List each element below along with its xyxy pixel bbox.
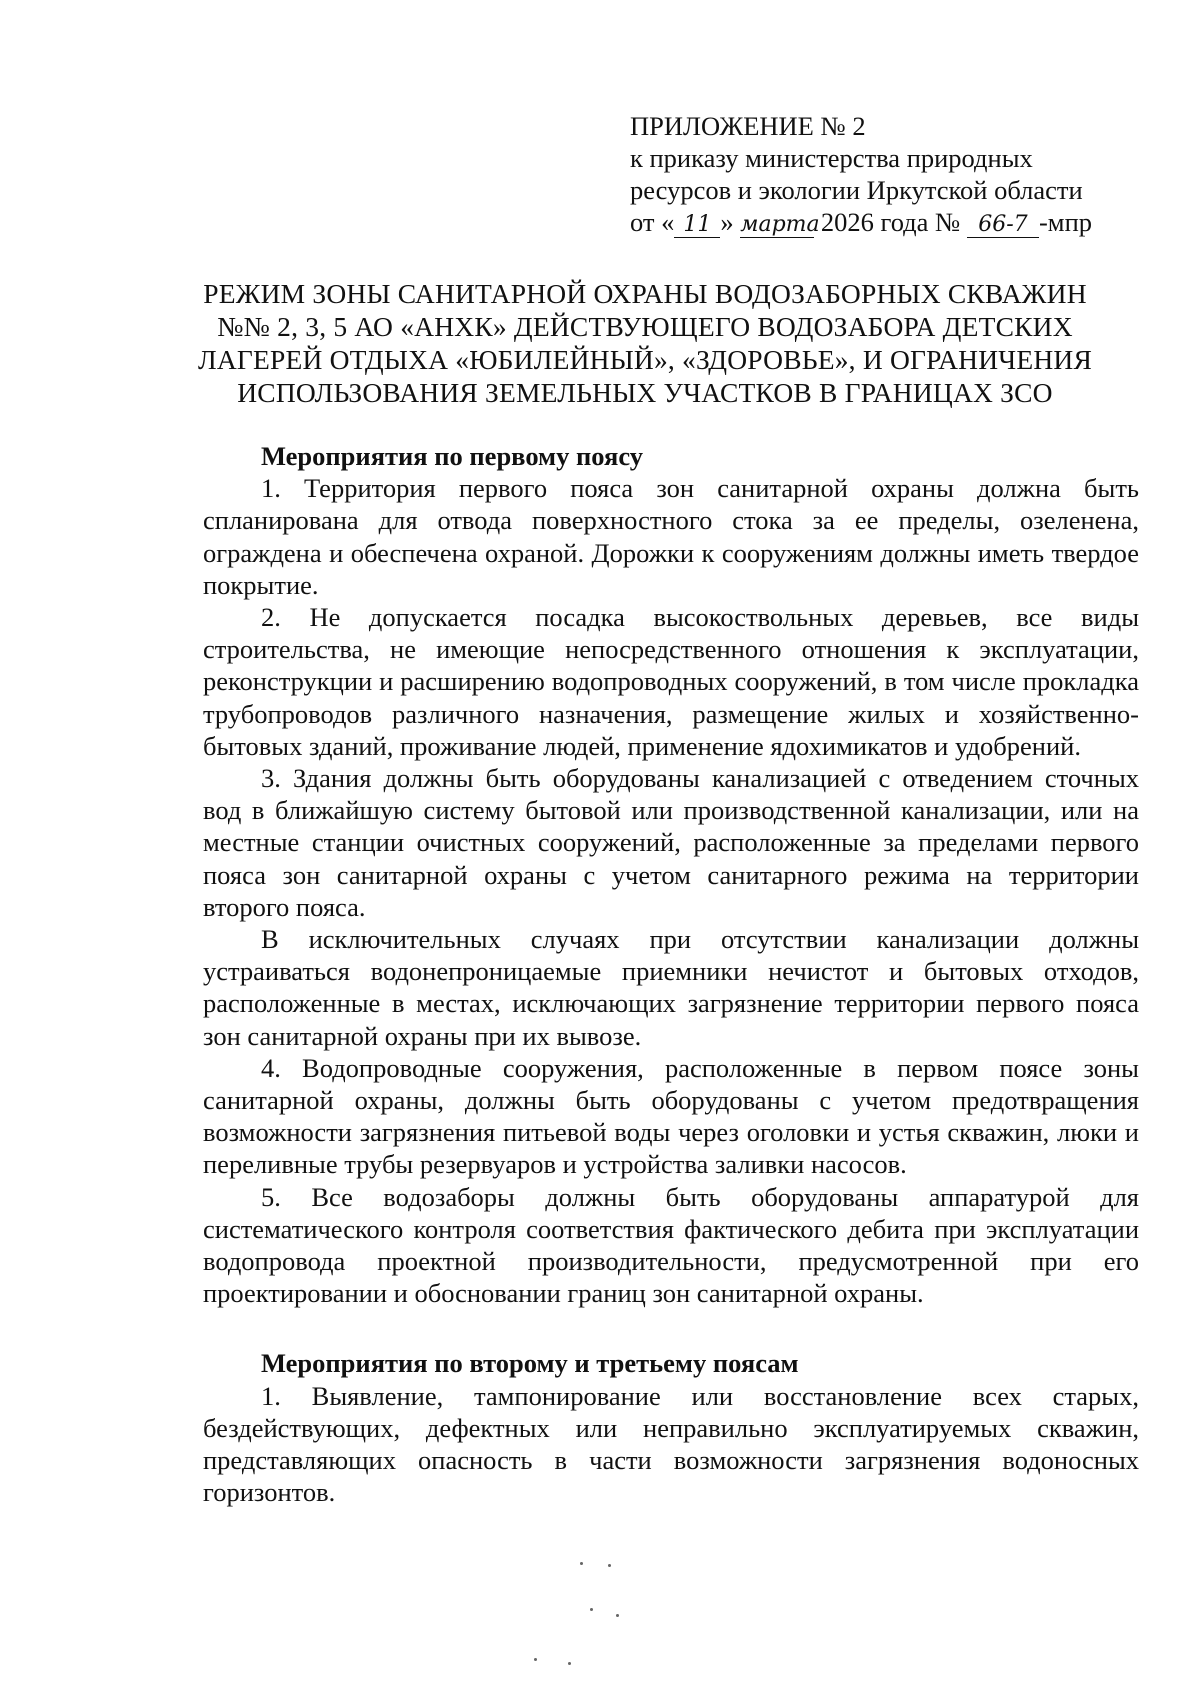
section-spacer (203, 1309, 1139, 1347)
document-body (203, 440, 1139, 1509)
scan-speck (608, 1564, 611, 1567)
title-line-1: РЕЖИМ ЗОНЫ САНИТАРНОЙ ОХРАНЫ ВОДОЗАБОРНЫХ СКВАЖИН (203, 278, 1087, 309)
order-number-suffix: -мпр (1038, 207, 1092, 237)
appendix-title: ПРИЛОЖЕНИЕ № 2 (630, 111, 866, 141)
handwritten-month: марта (740, 212, 820, 237)
paragraph-1-3-exception: В исключительных случаях при отсутствии канализации должны устраиваться водонепроницаемые приемники нечистот и бытовых отходов, расположенные в местах, исключающих загрязнение территории первого пояса зон санитарной охраны при их вывозе. (203, 924, 1139, 1051)
scan-speck (534, 1658, 537, 1661)
title-line-2: №№ 2, 3, 5 АО «АНХК» ДЕЙСТВУЮЩЕГО ВОДОЗАБОРА ДЕТСКИХ (217, 311, 1073, 342)
date-prefix: от « (630, 207, 675, 237)
scan-speck (590, 1608, 593, 1611)
paragraph-1-3: 3. Здания должны быть оборудованы канализацией с отведением сточных вод в ближайшую систему бытовой или производственной канализации, или на местные станции очистных сооружений, расположенные за пределами первого пояса зон санитарной охраны с учетом санитарного режима на территории второго пояса. (203, 763, 1139, 922)
title-line-4: ИСПОЛЬЗОВАНИЯ ЗЕМЕЛЬНЫХ УЧАСТКОВ В ГРАНИЦАХ ЗСО (237, 377, 1053, 408)
appendix-order-line-1: к приказу министерства природных (630, 143, 1033, 173)
paragraph-1-1: 1. Территория первого пояса зон санитарной охраны должна быть спланирована для отвода поверхностного стока за ее пределы, озеленена, ограждена и обеспечена охраной. Дорожки к сооружениям должны иметь твердое покрытие. (203, 473, 1139, 600)
date-year-text: 2026 года № (820, 207, 961, 237)
document-title (150, 277, 1140, 409)
section-heading-first-belt: Мероприятия по первому поясу (261, 441, 643, 471)
scan-specks (520, 1560, 640, 1690)
scan-speck (580, 1562, 583, 1565)
handwritten-order-number: 66-7 (967, 213, 1039, 238)
scan-speck (568, 1662, 571, 1665)
appendix-header (630, 110, 1150, 238)
paragraph-1-2: 2. Не допускается посадка высокоствольных деревьев, все виды строительства, не имеющие непосредственного отношения к эксплуатации, реконструкции и расширению водопроводных сооружений, в том числе прокладка трубопроводов различного назначения, размещение жилых и хозяйственно-бытовых зданий, проживание людей, применение ядохимикатов и удобрений. (203, 602, 1139, 761)
paragraph-1-5: 5. Все водозаборы должны быть оборудованы аппаратурой для систематического контроля соответствия фактического дебита при эксплуатации водопровода проектной производительности, предусмотренной при его проектировании и обосновании границ зон санитарной охраны. (203, 1181, 1139, 1309)
section-heading-second-third-belts: Мероприятия по второму и третьему поясам (261, 1348, 799, 1379)
appendix-date-line (630, 206, 1150, 238)
scan-speck (616, 1614, 619, 1617)
title-line-3: ЛАГЕРЕЙ ОТДЫХА «ЮБИЛЕЙНЫЙ», «ЗДОРОВЬЕ», И ОГРАНИЧЕНИЯ (197, 344, 1093, 375)
date-quote-close: » (720, 207, 734, 237)
handwritten-day: 11 (674, 213, 720, 238)
paragraph-1-4: 4. Водопроводные сооружения, расположенные в первом поясе зоны санитарной охраны, должны быть оборудованы с учетом предотвращения возможности загрязнения питьевой воды через оголовки и устья скважин, люки и переливные трубы резервуаров и устройства заливки насосов. (203, 1052, 1139, 1180)
appendix-order-line-2: ресурсов и экологии Иркутской области (630, 175, 1083, 205)
paragraph-2-1: 1. Выявление, тампонирование или восстановление всех старых, бездействующих, дефектных или неправильно эксплуатируемых скважин, представляющих опасность в части возможности загрязнения водоносных горизонтов. (203, 1380, 1139, 1508)
